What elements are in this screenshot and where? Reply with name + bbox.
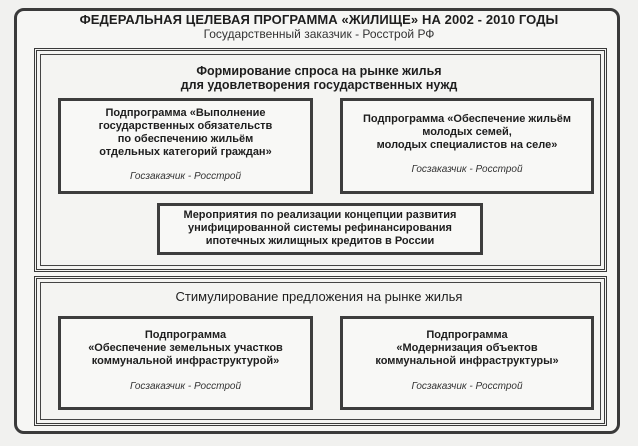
subprogram-young-line2: молодых семей, [422,126,512,138]
subprogram-modern-line1: Подпрограмма [426,329,508,341]
subprogram-modernization-box [340,316,594,410]
subprogram-land-line2: «Обеспечение земельных участков [88,342,283,354]
subprogram-young-families-box [340,98,594,194]
subprogram-modern-line3: коммунальной инфраструктуры» [375,355,559,367]
demand-section-title-line2: для удовлетворения государственных нужд [180,78,458,92]
subprogram-obligations-customer: Госзаказчик - Росстрой [129,171,242,182]
program-customer: Государственный заказчик - Росстрой РФ [203,27,435,41]
subprogram-obligations-line3: по обеспечению жильём [117,133,254,145]
demand-section-title-line1: Формирование спроса на рынке жилья [196,64,442,78]
subprogram-land-line3: коммунальной инфраструктурой» [91,355,280,367]
program-title: ФЕДЕРАЛЬНАЯ ЦЕЛЕВАЯ ПРОГРАММА «ЖИЛИЩЕ» НА 2002 - 2010 ГОДЫ [79,12,559,27]
mortgage-line3: ипотечных жилищных кредитов в России [205,235,435,247]
subprogram-obligations-line4: отдельных категорий граждан» [99,146,272,158]
subprogram-land-line1: Подпрограмма [144,329,227,341]
subprogram-land-box [58,316,313,410]
subprogram-obligations-line1: Подпрограмма «Выполнение [105,107,266,119]
subprogram-obligations-box [58,98,313,194]
subprogram-modern-line2: «Модернизация объектов [396,342,538,354]
mortgage-line2: унифицированной системы рефинансирования [188,222,452,234]
subprogram-modern-customer: Госзаказчик - Росстрой [411,381,523,392]
subprogram-young-customer: Госзаказчик - Росстрой [411,164,523,175]
supply-section-title: Стимулирование предложения на рынке жилья [175,289,463,304]
mortgage-line1: Мероприятия по реализации концепции развития [183,209,457,221]
subprogram-obligations-line2: государственных обязательств [98,120,273,132]
subprogram-land-customer: Госзаказчик - Росстрой [129,381,242,392]
subprogram-young-line3: молодых специалистов на селе» [376,139,558,151]
subprogram-young-line1: Подпрограмма «Обеспечение жильём [363,113,571,125]
mortgage-measures-box [157,203,483,255]
